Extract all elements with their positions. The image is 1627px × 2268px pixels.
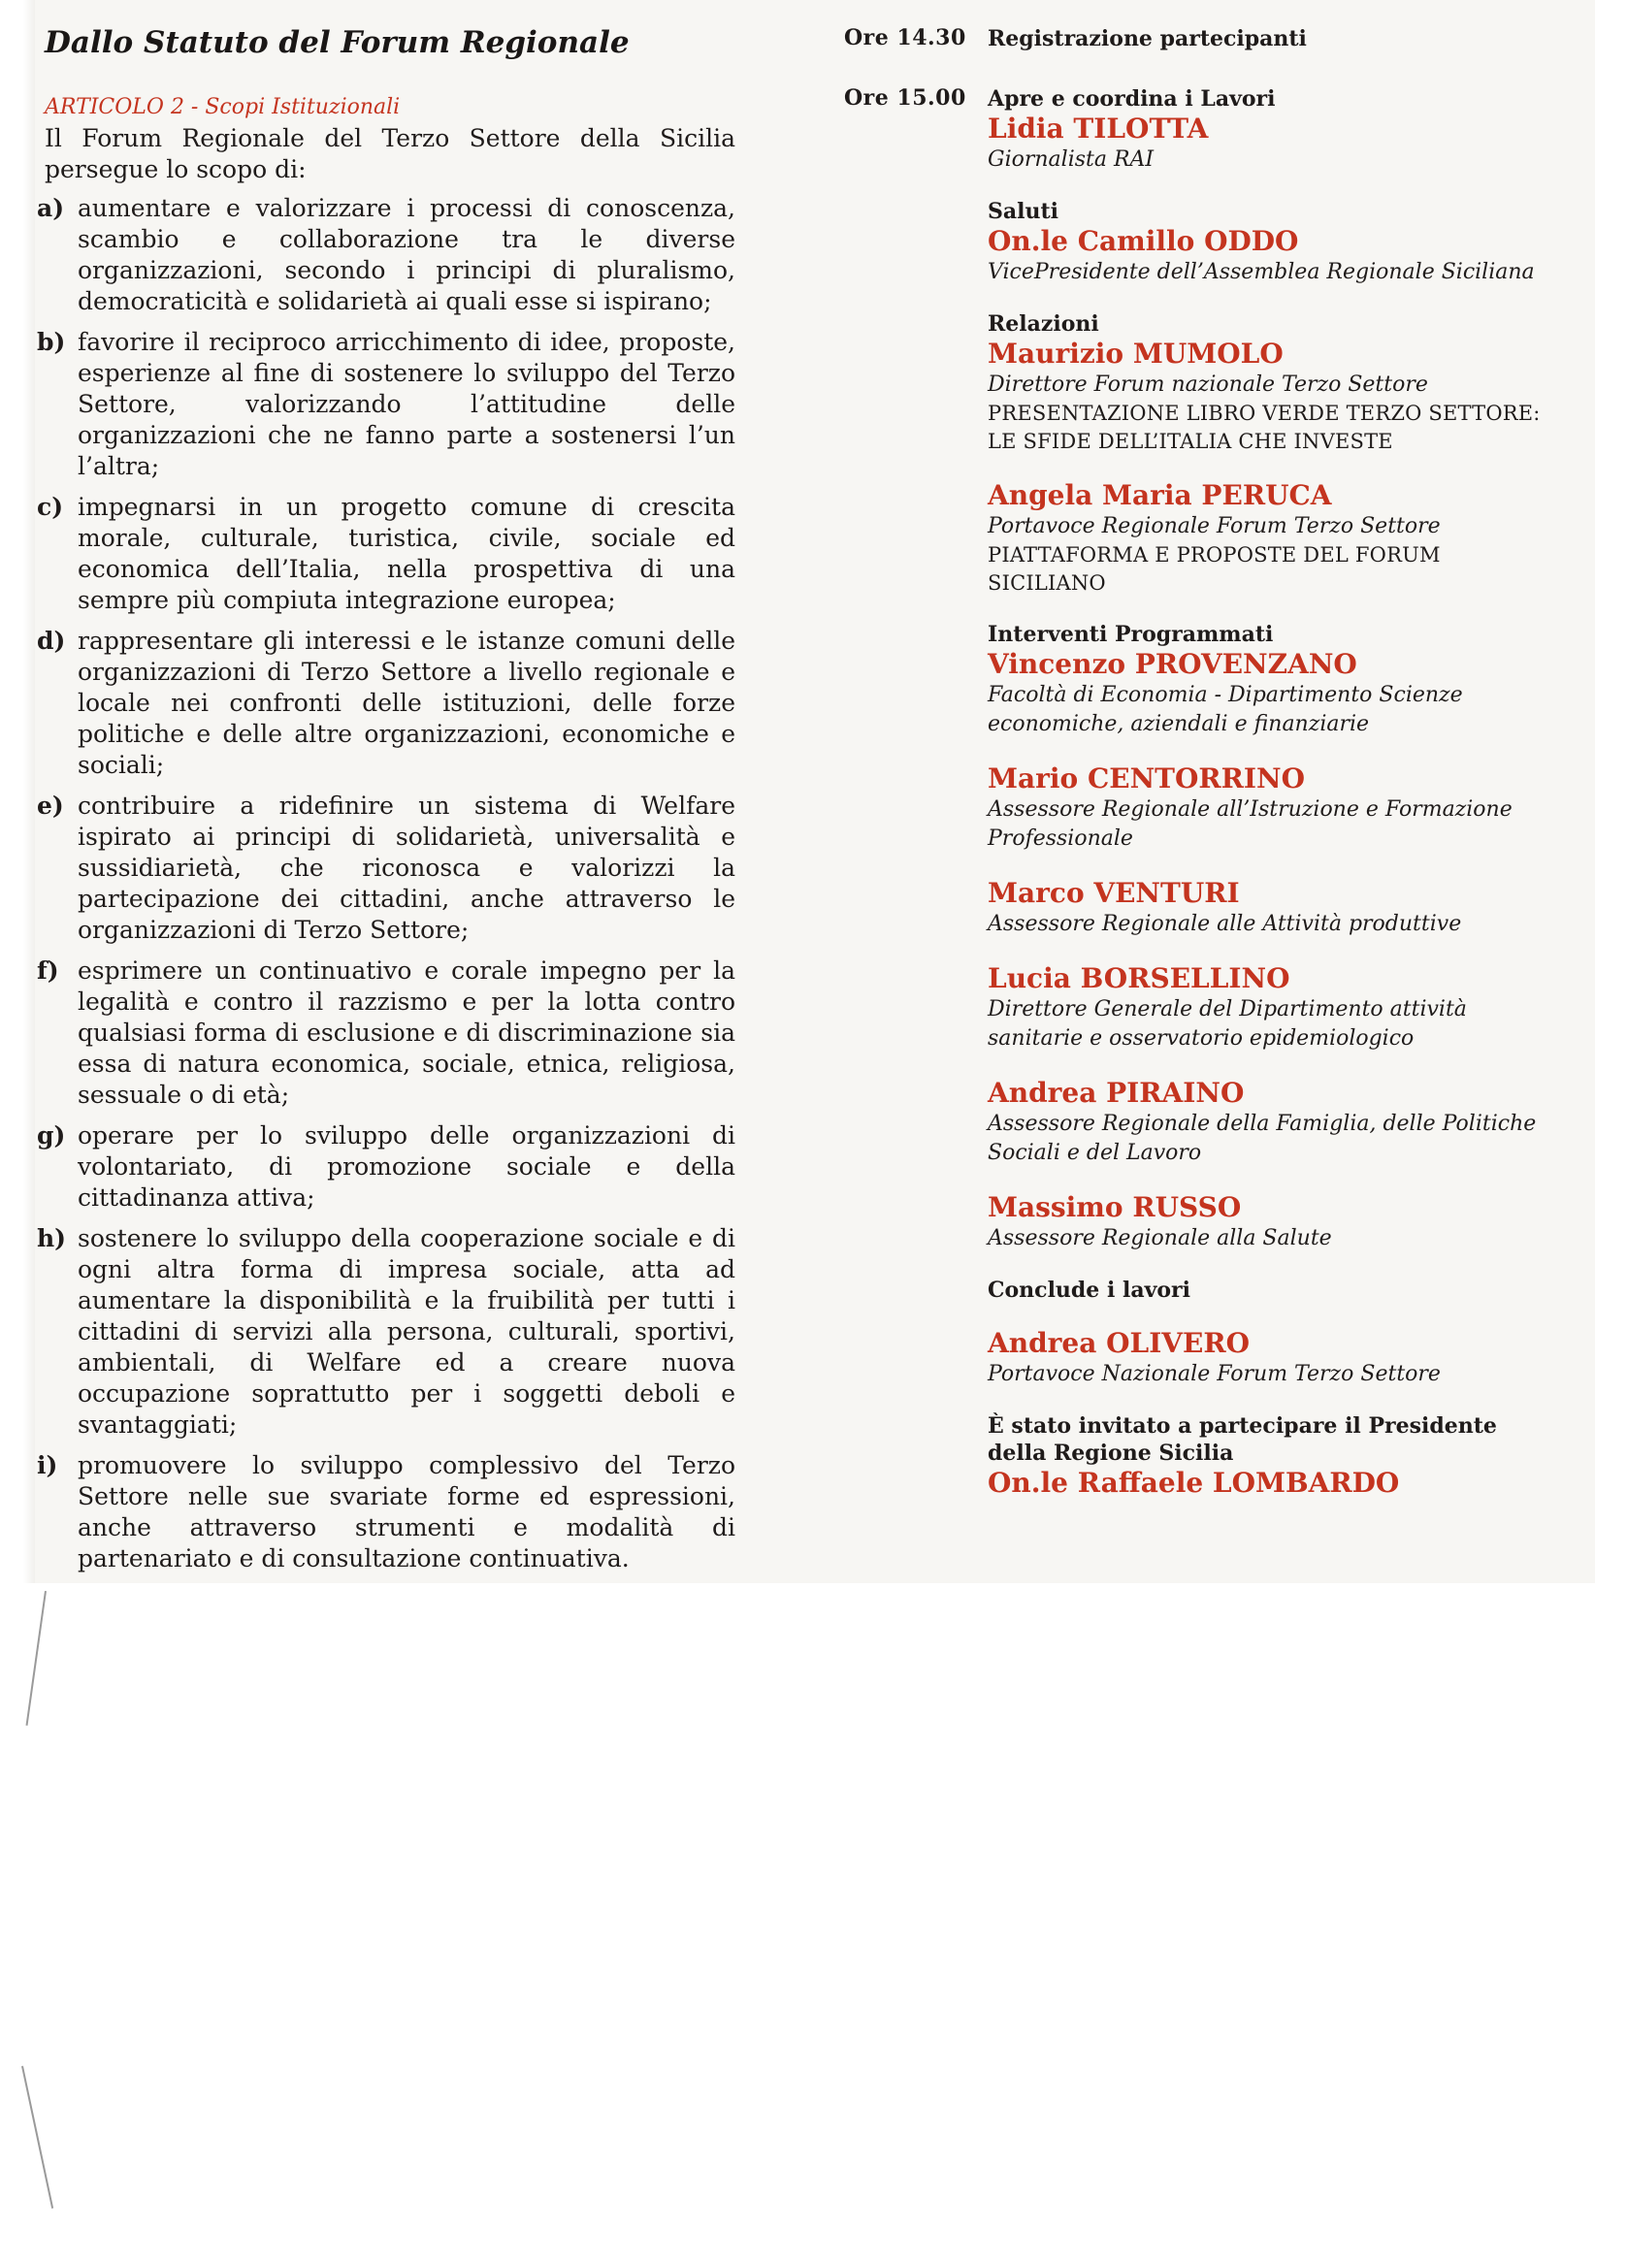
speaker-name: Lidia TILOTTA: [988, 113, 1209, 145]
purpose-item: [37, 626, 740, 781]
opening-label: Apre e coordina i Lavori: [988, 86, 1276, 112]
invited-label: È stato invitato a partecipare il Presidente della Regione Sicilia: [988, 1413, 1497, 1466]
purpose-text: aumentare e valorizzare i processi di conoscenza, scambio e collaborazione tra le diverse organizzazioni, secondo i principi di pluralismo, democraticità e solidarietà ai quali esse si ispirano;: [78, 194, 735, 315]
purpose-text: rappresentare gli interessi e le istanze comuni delle organizzazioni di Terzo Settore a livello regionale e locale nei confronti delle istituzioni, delle forze politiche e delle altre organizzazioni, economiche e sociali;: [78, 627, 735, 779]
greetings-label: Saluti: [988, 199, 1059, 224]
speaker-role: Portavoce Regionale Forum Terzo Settore: [988, 514, 1441, 538]
purpose-item: [37, 791, 740, 946]
program-block-closing-label: [988, 1277, 1550, 1304]
purpose-text: contribuire a ridefinire un sistema di Welfare ispirato ai principi di solidarietà, universalità e sussidiarietà, che riconosca e valorizzi la partecipazione dei cittadini, anche attraverso le organizzazioni di Terzo Settore;: [78, 792, 735, 944]
speaker-role: Assessore Regionale alla Salute: [988, 1226, 1332, 1250]
speaker-name: Angela Maria PERUCA: [988, 479, 1332, 511]
speaker-name: On.le Camillo ODDO: [988, 225, 1299, 257]
purpose-letter: a): [37, 194, 65, 222]
time-label: Ore 14.30: [844, 25, 966, 50]
speaker-name: Marco VENTURI: [988, 877, 1240, 909]
program-block-report-1: [988, 310, 1550, 456]
purpose-item: [37, 956, 740, 1111]
scan-edge: [23, 0, 35, 1583]
speaker-role: VicePresidente dell’Assemblea Regionale Siciliana: [988, 260, 1535, 284]
program-block-opening: [988, 85, 1550, 175]
purpose-text: impegnarsi in un progetto comune di crescita morale, culturale, turistica, civile, sociale ed economica dell’Italia, nella prospettiva di una sempre più compiuta integrazione europea;: [78, 493, 735, 614]
speaker-name: On.le Raffaele LOMBARDO: [988, 1467, 1400, 1499]
purpose-text: esprimere un continuativo e corale impegno per la legalità e contro il razzismo e per la lotta contro qualsiasi forma di esclusione e di discriminazione sia essa di natura economica, sociale, etnica, religiosa, sessuale o di età;: [78, 956, 735, 1109]
scan-scratch: [26, 1591, 47, 1726]
speaker-name: Andrea PIRAINO: [988, 1077, 1245, 1109]
page-title: Dallo Statuto del Forum Regionale: [45, 25, 630, 60]
reports-label: Relazioni: [988, 311, 1099, 337]
statute-intro: Il Forum Regionale del Terzo Settore della Sicilia persegue lo scopo di:: [45, 124, 735, 183]
time-label: Ore 15.00: [844, 85, 966, 111]
speaker-role: Portavoce Nazionale Forum Terzo Settore: [988, 1362, 1441, 1386]
program-block-invited: [988, 1412, 1550, 1500]
purpose-letter: e): [37, 792, 64, 820]
purpose-item: [37, 1450, 740, 1574]
purpose-item: [37, 1120, 740, 1214]
program-block-intervention: [988, 1191, 1550, 1253]
purpose-letter: f): [37, 956, 59, 985]
purpose-letter: c): [37, 493, 64, 521]
speaker-role: Assessore Regionale alle Attività produttive: [988, 912, 1462, 936]
scan-scratch: [21, 2066, 53, 2209]
program-block-closing: [988, 1327, 1550, 1389]
purpose-item: [37, 327, 740, 482]
speaker-name: Massimo RUSSO: [988, 1191, 1242, 1223]
speaker-role: Facoltà di Economia - Dipartimento Scienze economiche, aziendali e finanziarie: [988, 683, 1463, 736]
purpose-letter: h): [37, 1224, 67, 1252]
purpose-item: [37, 492, 740, 616]
program-block-intervention: [988, 621, 1550, 739]
program-block-intervention: [988, 1077, 1550, 1168]
program-block-intervention: [988, 762, 1550, 854]
statute-column: [37, 17, 740, 1584]
purpose-text: promuovere lo sviluppo complessivo del Terzo Settore nelle sue svariate forme ed espressioni, anche attraverso strumenti e modalità di partenariato e di consultazione continuativa.: [78, 1451, 735, 1572]
program-block-intervention: [988, 877, 1550, 939]
speaker-role: Direttore Generale del Dipartimento attività sanitarie e osservatorio epidemiologico: [988, 997, 1467, 1051]
report-topic: LE SFIDE DELL’ITALIA CHE INVESTE: [988, 430, 1393, 453]
program-block-intervention: [988, 962, 1550, 1053]
closing-label: Conclude i lavori: [988, 1278, 1190, 1303]
speaker-name: Vincenzo PROVENZANO: [988, 648, 1357, 680]
speaker-role: Direttore Forum nazionale Terzo Settore: [988, 373, 1428, 397]
purpose-letter: b): [37, 328, 66, 356]
purpose-letter: g): [37, 1121, 66, 1150]
speaker-name: Maurizio MUMOLO: [988, 338, 1284, 370]
report-topic: PIATTAFORMA E PROPOSTE DEL FORUM SICILIANO: [988, 543, 1441, 595]
speaker-name: Mario CENTORRINO: [988, 762, 1306, 794]
purpose-text: sostenere lo sviluppo della cooperazione sociale e di ogni altra forma di impresa sociale, atta ad aumentare la disponibilità e la fruibilità per tutti i cittadini di servizi alla persona, culturali, sportivi, ambientali, di Welfare ed a creare nuova occupazione soprattutto per i soggetti deboli e svantaggiati;: [78, 1224, 735, 1439]
report-topic: PRESENTAZIONE LIBRO VERDE TERZO SETTORE:: [988, 402, 1541, 425]
purpose-text: favorire il reciproco arricchimento di idee, proposte, esperienze al fine di sostenere lo sviluppo del Terzo Settore, valorizzando l’attitudine delle organizzazioni che ne fanno parte a sostenersi l’un l’altra;: [78, 328, 735, 480]
speaker-name: Andrea OLIVERO: [988, 1327, 1251, 1359]
purpose-item: [37, 193, 740, 317]
speaker-role: Giornalista RAI: [988, 147, 1155, 172]
registration-label: Registrazione partecipanti: [988, 26, 1307, 51]
purpose-letter: i): [37, 1451, 58, 1479]
program-block-report-2: [988, 479, 1550, 598]
purpose-text: operare per lo sviluppo delle organizzazioni di volontariato, di promozione sociale e della cittadinanza attiva;: [78, 1121, 735, 1212]
speaker-role: Assessore Regionale all’Istruzione e Formazione Professionale: [988, 797, 1513, 851]
purpose-item: [37, 1223, 740, 1441]
purpose-letter: d): [37, 627, 66, 655]
article-heading: ARTICOLO 2 - Scopi Istituzionali: [45, 95, 401, 119]
interventions-label: Interventi Programmati: [988, 622, 1274, 647]
speaker-name: Lucia BORSELLINO: [988, 962, 1290, 994]
program-column: [988, 25, 1550, 1523]
program-block-greetings: [988, 198, 1550, 287]
speaker-role: Assessore Regionale della Famiglia, delle Politiche Sociali e del Lavoro: [988, 1112, 1537, 1165]
